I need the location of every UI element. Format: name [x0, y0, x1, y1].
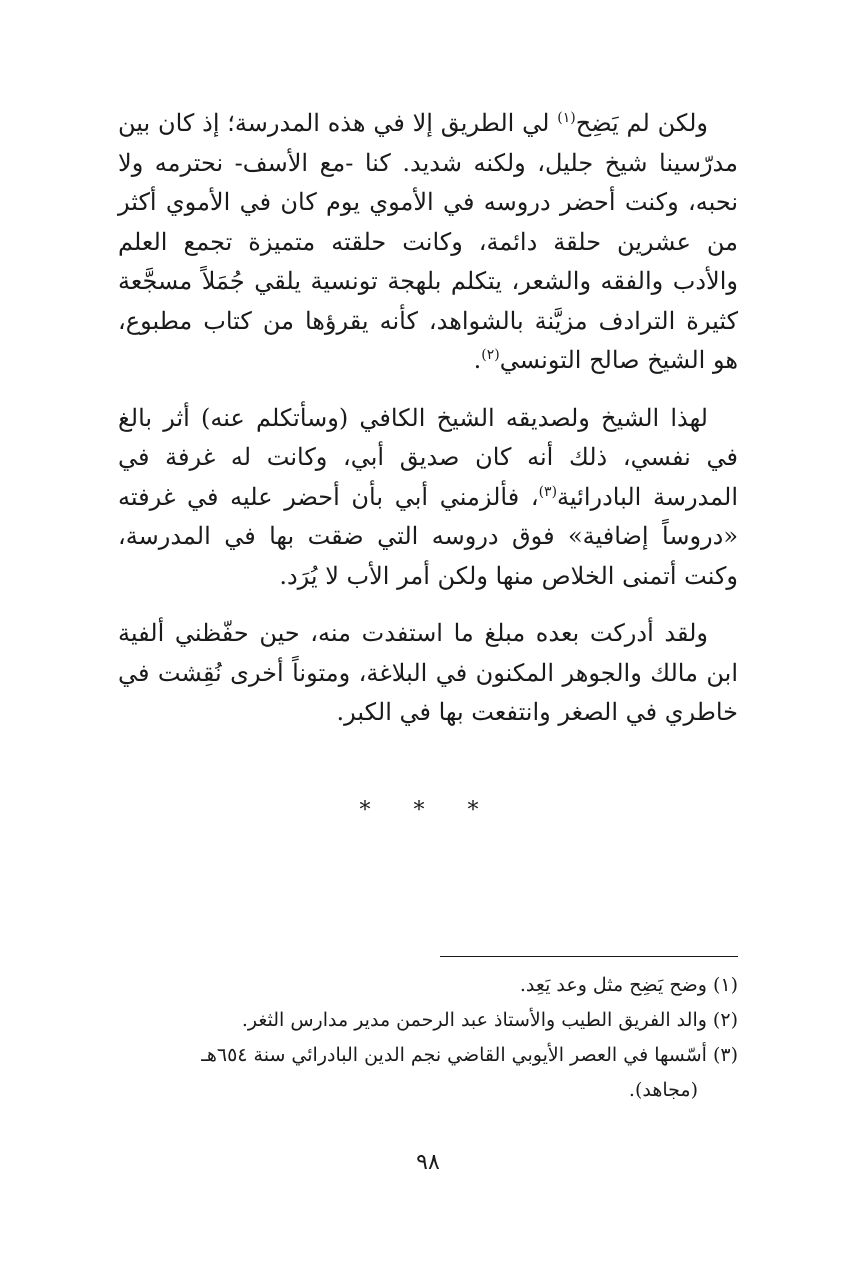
- footnote-ref-1: (١): [557, 110, 576, 126]
- footnote-ref-3: (٣): [538, 483, 558, 500]
- paragraph-2: [118, 399, 738, 597]
- main-text: [118, 104, 738, 751]
- footnote-rule: [440, 956, 738, 957]
- page-number: ٩٨: [416, 1150, 440, 1175]
- footnote-1: (١) وضح يَضِح مثل وعد يَعِد.: [519, 974, 738, 996]
- footnotes: [140, 968, 738, 1108]
- paragraph-2-text-b: ، فألزمني أبي بأن أحضر عليه في غرفته «دروساً إضافية» فوق دروسه التي ضقت بها في المدرسة، وكنت أتمنى الخلاص منها ولكن أمر الأب لا يُرَد.: [118, 482, 738, 590]
- paragraph-1-text-b: لي الطريق إلا في هذه المدرسة؛ إذ كان بين مدرّسينا شيخ جليل، ولكنه شديد. كنا -مع الأسف- نحترمه ولا نحبه، وكنت أحضر دروسه في الأموي يوم كان في الأموي أكثر من عشرين حلقة دائمة، وكانت حلقته متميزة تجمع العلم والأدب والفقه والشعر، يتكلم بلهجة تونسية يلقي جُمَلاً مسجَّعة كثيرة الترادف مزيَّنة بالشواهد، كأنه يقرؤها من كتاب مطبوع، هو الشيخ صالح التونسي: [118, 109, 738, 374]
- paragraph-1-text-c: .: [473, 346, 482, 374]
- paragraph-1: [118, 104, 738, 381]
- footnote-3-continuation: (مجاهد).: [628, 1079, 698, 1101]
- paragraph-3: ولقد أدركت بعده مبلغ ما استفدت منه، حين حفّظني ألفية ابن مالك والجوهر المكنون في البلاغة، ومتوناً أخرى نُقِشت في خاطري في الصغر وانتفعت بها في الكبر.: [118, 619, 738, 726]
- paragraph-1-text-a: ولكن لم يَضِح: [575, 109, 708, 137]
- footnote-2: (٢) والد الفريق الطيب والأستاذ عبد الرحمن مدير مدارس الثغر.: [241, 1009, 738, 1031]
- section-separator: * * *: [359, 798, 497, 823]
- footnote-ref-2: (٢): [481, 347, 500, 363]
- footnote-3: (٣) أسّسها في العصر الأيوبي القاضي نجم الدين البادرائي سنة ٦٥٤هـ: [201, 1044, 738, 1066]
- paragraph-2-text-a: لهذا الشيخ ولصديقه الشيخ الكافي (وسأتكلم عنه) أثر بالغ في نفسي، ذلك أنه كان صديق أبي، وكانت له غرفة في المدرسة البادرائية: [118, 403, 738, 511]
